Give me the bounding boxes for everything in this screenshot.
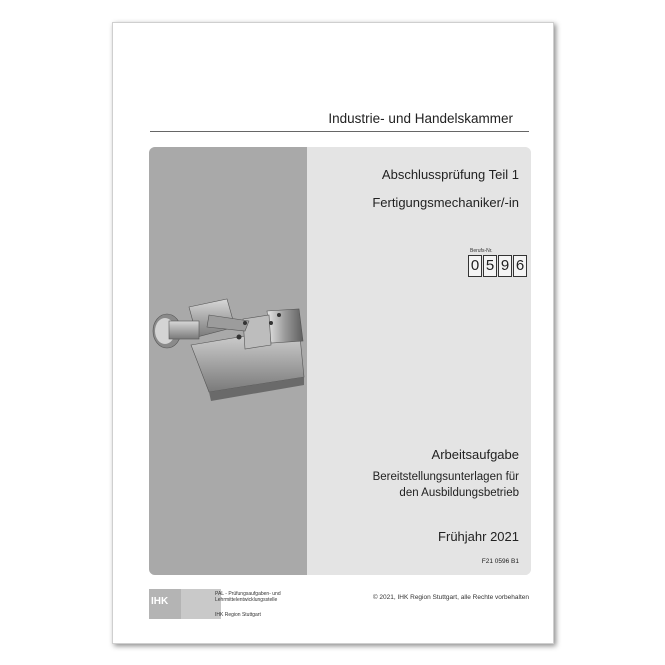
cover-panel-right	[307, 147, 531, 575]
copyright-notice: © 2021, IHK Region Stuttgart, alle Rechte vorbehalten	[372, 594, 529, 601]
profession-number-digits	[468, 255, 528, 277]
exam-title: Abschlussprüfung Teil 1	[381, 167, 519, 182]
subtitle-line-1: Bereitstellungsunterlagen für	[372, 471, 519, 483]
document-code: F21 0596 B1	[481, 558, 519, 565]
region-caption: IHK Region Stuttgart	[215, 612, 261, 618]
cover-panel	[149, 147, 531, 575]
chamber-title: Industrie- und Handelskammer	[328, 111, 513, 126]
ihk-logo-text: IHK	[151, 596, 169, 607]
profession-number-digit: 6	[513, 255, 527, 277]
profession-number-box	[468, 248, 525, 278]
cover-panel-left	[149, 147, 307, 575]
profession-number-digit: 5	[483, 255, 497, 277]
profession-number-label: Berufs-Nr.	[470, 248, 493, 254]
profession-title: Fertigungsmechaniker/-in	[372, 195, 519, 210]
document-cover-page	[112, 22, 554, 644]
header-divider	[150, 131, 529, 132]
profession-number-digit: 0	[468, 255, 482, 277]
pal-caption	[215, 591, 281, 603]
workpiece-photo	[149, 297, 307, 407]
exam-season: Frühjahr 2021	[438, 529, 519, 544]
pal-caption-line-2: Lehrmittelentwicklungsstelle	[215, 597, 278, 603]
profession-number-digit: 9	[498, 255, 512, 277]
subtitle-line-2: den Ausbildungsbetrieb	[399, 487, 519, 499]
task-title: Arbeitsaufgabe	[431, 447, 519, 462]
pal-caption-line-1: PAL - Prüfungsaufgaben- und	[215, 591, 281, 597]
